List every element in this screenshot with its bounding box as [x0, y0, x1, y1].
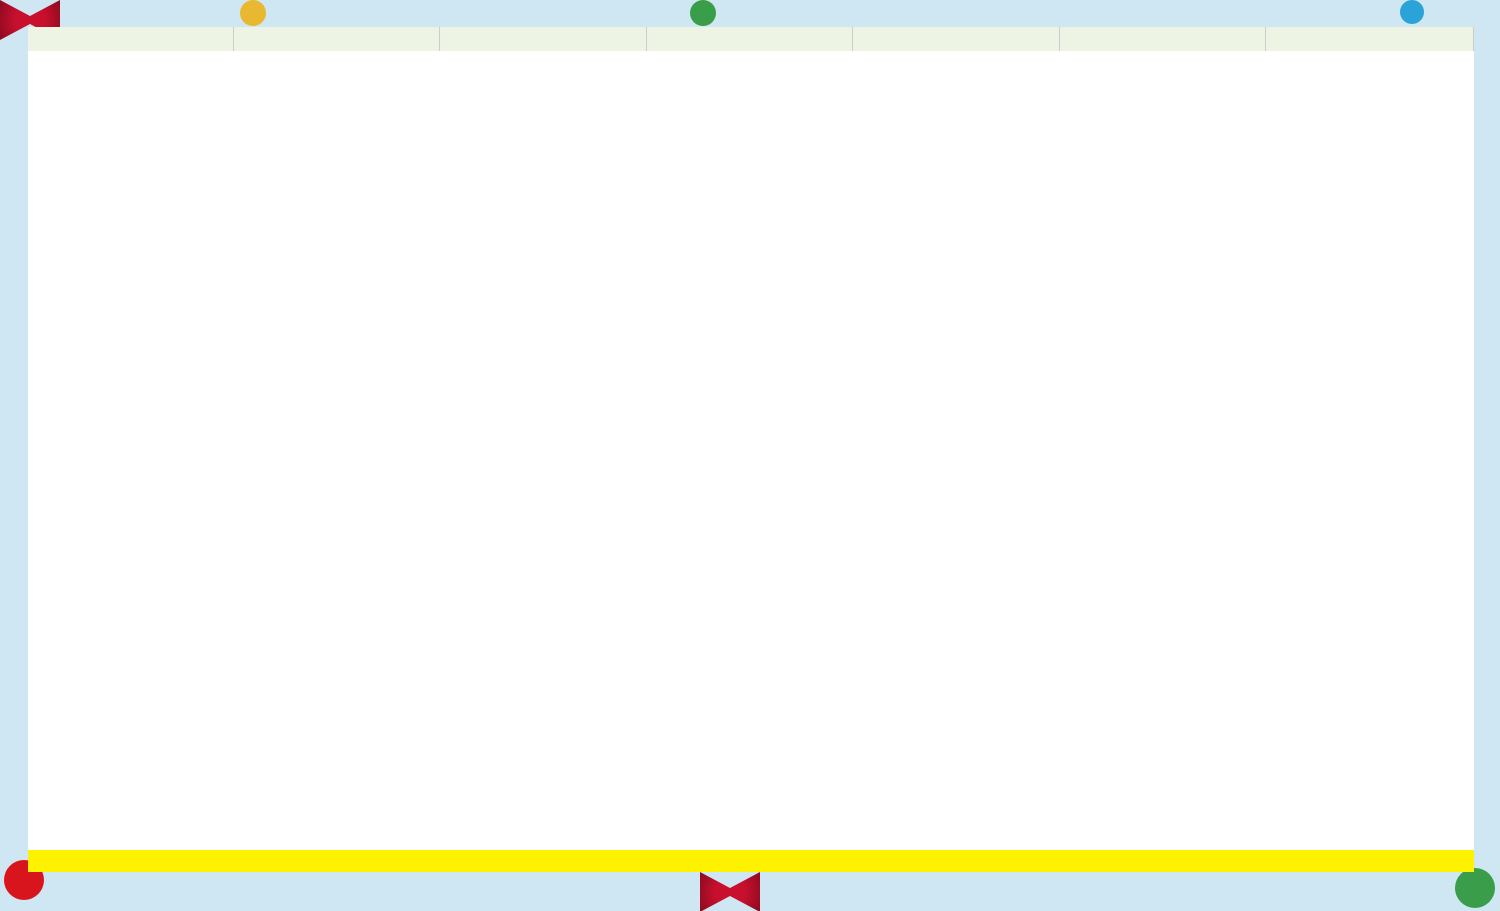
- day-header-tuesday: [440, 27, 647, 51]
- day-header-saturday: [1266, 27, 1474, 51]
- title-box: [853, 692, 1473, 826]
- day-header-sunday: [28, 27, 234, 51]
- day-header-friday: [1060, 27, 1266, 51]
- ornament-decoration: [690, 0, 716, 26]
- calendar: [28, 27, 1474, 850]
- poinsettia-decoration: [700, 872, 760, 911]
- day-header-thursday: [853, 27, 1060, 51]
- ornament-decoration: [240, 0, 266, 26]
- ornament-decoration: [1400, 0, 1424, 24]
- day-header-monday: [234, 27, 440, 51]
- footer-note: [28, 850, 1474, 872]
- ornament-decoration: [1455, 868, 1495, 908]
- day-header-wednesday: [647, 27, 853, 51]
